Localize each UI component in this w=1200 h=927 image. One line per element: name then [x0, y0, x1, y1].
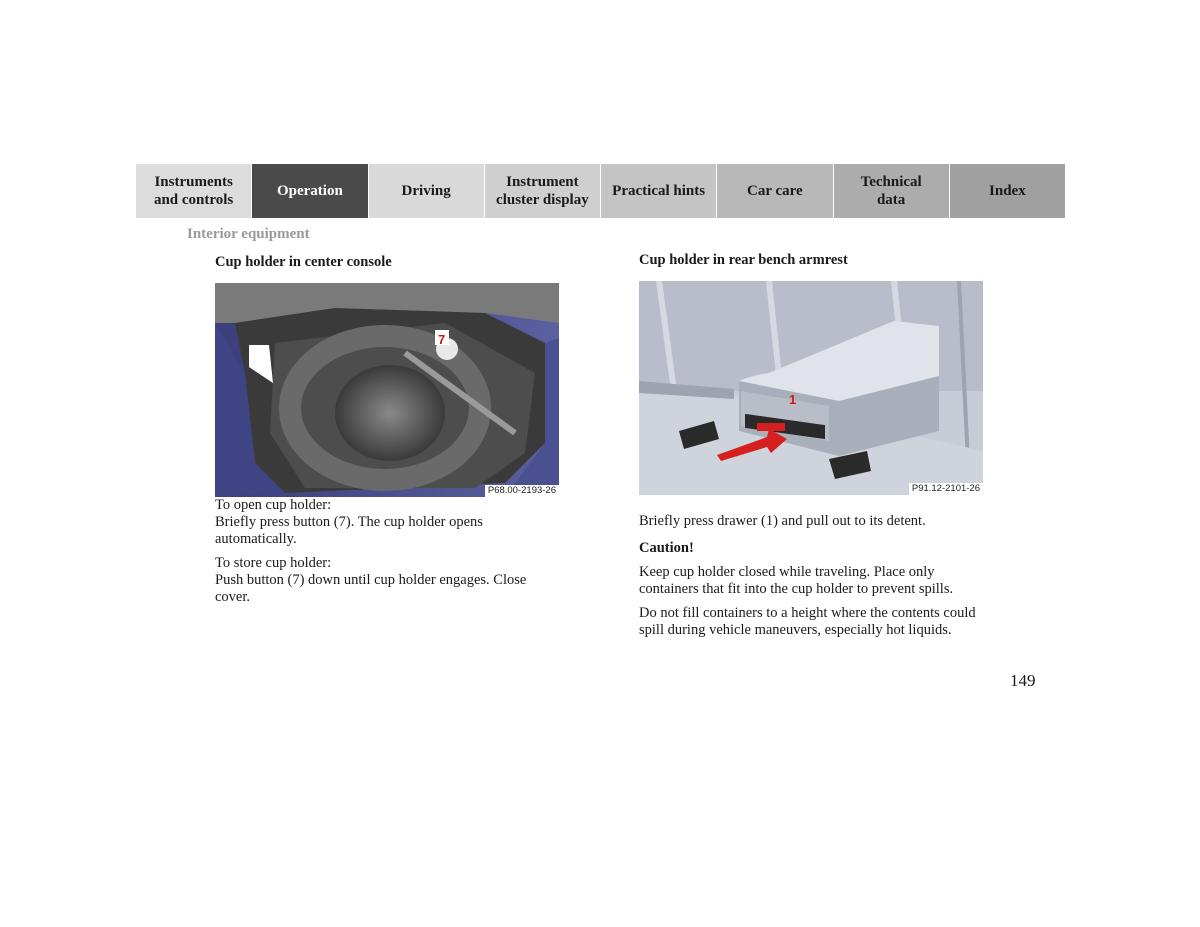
chapter-tabs: [136, 164, 1065, 218]
figure-code: P68.00-2193-26: [485, 485, 559, 497]
caution-paragraph-1: Keep cup holder closed while traveling. Place only containers that fit into the cup holder to prevent spills.: [639, 564, 954, 597]
cup-holder-armrest-image: [639, 281, 983, 495]
tab-index[interactable]: Index: [950, 164, 1065, 218]
tab-operation[interactable]: Operation: [252, 164, 368, 218]
section-label: Interior equipment: [187, 226, 310, 242]
tab-technical-data[interactable]: Technical data: [834, 164, 950, 218]
rear-armrest-heading: Cup holder in rear bench armrest: [639, 252, 848, 268]
page-number: 149: [1010, 671, 1036, 690]
tab-instrument-cluster-display[interactable]: Instrument cluster display: [485, 164, 601, 218]
caution-title: Caution!: [639, 540, 694, 556]
callout-1: 1: [789, 392, 797, 407]
figure-code: P91.12-2101-26: [909, 483, 983, 495]
tab-driving[interactable]: Driving: [369, 164, 485, 218]
store-instructions: To store cup holder: Push button (7) down until cup holder engages. Close cover.: [215, 555, 527, 605]
caution-paragraph-2: Do not fill containers to a height where the contents could spill during vehicle maneuvers, especially hot liquids.: [639, 605, 976, 638]
left-column: [215, 254, 560, 613]
center-console-heading: Cup holder in center console: [215, 254, 392, 270]
cup-holder-console-image: [215, 283, 559, 497]
tab-car-care[interactable]: Car care: [717, 164, 833, 218]
tab-practical-hints[interactable]: Practical hints: [601, 164, 717, 218]
rear-armrest-illustration: [639, 281, 983, 495]
callout-7: 7: [438, 332, 446, 347]
center-console-illustration: [215, 283, 559, 497]
drawer-instruction: Briefly press drawer (1) and pull out to its detent.: [639, 513, 926, 529]
right-column: [639, 252, 984, 646]
tab-instruments-and-controls[interactable]: Instruments and controls: [136, 164, 252, 218]
open-instructions: To open cup holder: Briefly press button (7). The cup holder opens automatically.: [215, 497, 483, 547]
